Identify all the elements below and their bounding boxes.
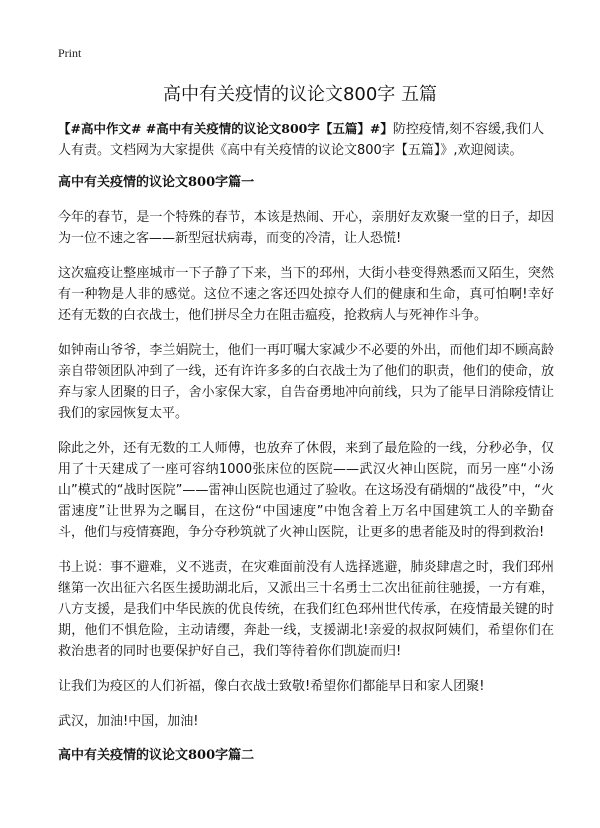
section-heading-1: 高中有关疫情的议论文800字篇一 bbox=[58, 175, 255, 190]
intro-tag: 【#高中作文# #高中有关疫情的议论文800字【五篇】#】 bbox=[58, 121, 393, 136]
paragraph-6: 让我们为疫区的人们祈福，像白衣战士致敬!希望你们都能早日和家人团聚! bbox=[58, 679, 485, 694]
article-body bbox=[58, 118, 554, 780]
paragraph-2: 这次瘟疫让整座城市一下子静了下来，当下的邳州，大街小巷变得熟悉而又陌生，突然有一种物是人非的感觉。这位不速之客还四处掠夺人们的健康和生命，真可怕啊!幸好还有无数的白衣战士，他们拼尽全力在阻击瘟疫，抢救病人与死神作斗争。 bbox=[58, 266, 554, 323]
paragraph-4: 除此之外，还有无数的工人师傅，也放弃了休假，来到了最危险的一线，分秒必争，仅用了十天建成了一座可容纳1000张床位的医院——武汉火神山医院，而另一座“小汤山”模式的“战时医院”——雷神山医院也通过了验收。在这场没有硝烟的“战役”中，“火雷速度”让世界为之瞩目，在这份“中国速度”中饱含着上万名中国建筑工人的辛勤奋斗，他们与疫情赛跑，争分夺秒筑就了火神山医院，让更多的患者能及时的得到救治! bbox=[58, 441, 554, 540]
print-link[interactable]: Print bbox=[58, 46, 82, 60]
page-title: 高中有关疫情的议论文800字 五篇 bbox=[162, 84, 438, 105]
paragraph-1: 今年的春节，是一个特殊的春节，本该是热闹、开心，亲朋好友欢聚一堂的日子，却因为一位不速之客——新型冠状病毒，而变的冷清，让人恐慌! bbox=[58, 210, 554, 246]
intro-text: 防控疫情,刻不容缓,我们人人有责。文档网为大家提供《高中有关疫情的议论文800字【五篇】》,欢迎阅读。 bbox=[58, 122, 545, 158]
paragraph-5: 书上说：事不避难，义不逃责，在灾难面前没有人选择逃避，肺炎肆虐之时，我们邳州继第一次出征六名医生援助湖北后，又派出三十名勇士二次出征前往驰援，一方有难，八方支援，是我们中华民族的优良传统，在我们红色邳州世代传承，在疫情最关键的时期，他们不惧危险，主动请缨，奔赴一线，支援湖北!亲爱的叔叔阿姨们，希望你们在救治患者的同时也要保护好自己，我们等待着你们凯旋而归! bbox=[58, 560, 554, 659]
paragraph-3: 如钟南山爷爷，李兰娟院士，他们一再叮嘱大家减少不必要的外出，而他们却不顾高龄亲自带领团队冲到了一线，还有许许多多的白衣战士为了他们的职责，他们的使命，放弃与家人团聚的日子，舍小家保大家，自告奋勇地冲向前线，只为了能早日消除疫情让我们的家园恢复太平。 bbox=[58, 343, 554, 421]
intro-paragraph bbox=[58, 118, 554, 161]
paragraph-7: 武汉，加油!中国，加油! bbox=[58, 714, 199, 729]
section-heading-2: 高中有关疫情的议论文800字篇二 bbox=[58, 748, 255, 763]
